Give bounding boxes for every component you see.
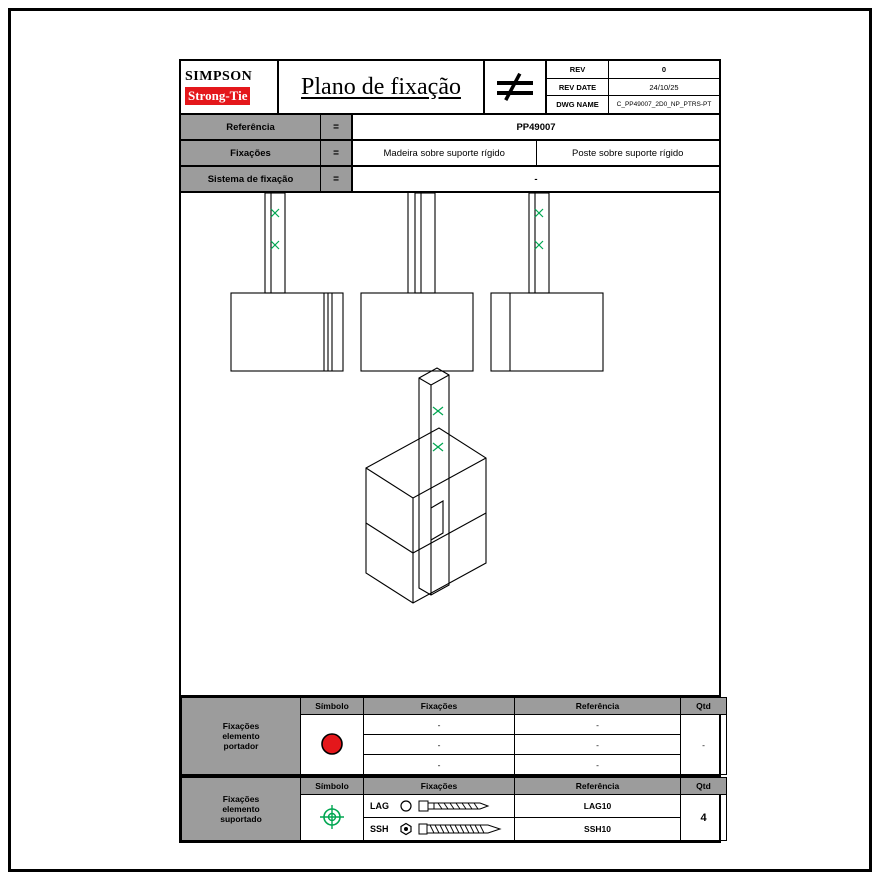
not-equal-icon — [485, 61, 547, 113]
system-row — [181, 167, 719, 193]
legend-carrier-element — [181, 697, 719, 777]
legend-supported-fixing-2 — [364, 818, 515, 841]
legend-carrier-table — [181, 697, 727, 775]
round-head-icon — [399, 799, 413, 813]
legend-carrier-header-symbol: Símbolo — [301, 698, 364, 715]
rev-row — [547, 61, 719, 79]
legend-supported-header-reference: Referência — [515, 778, 681, 795]
fastener-marks-left — [271, 209, 279, 249]
reference-value: PP49007 — [516, 121, 556, 133]
legend-supported-table — [181, 777, 727, 841]
legend-supported-element — [181, 777, 719, 841]
legend-carrier-fixing-1: - — [364, 715, 515, 735]
rev-label: REV — [547, 61, 609, 78]
legend-supported-header-fixings: Fixações — [364, 778, 515, 795]
view-front-right — [491, 193, 603, 371]
red-filled-circle-icon — [301, 715, 364, 775]
system-value: - — [534, 173, 538, 185]
legend-supported-header-qty: Qtd — [681, 778, 727, 795]
rev-date-value: 24/10/25 — [649, 82, 679, 92]
view-side-middle — [361, 193, 473, 371]
dwg-name-row — [547, 96, 719, 113]
red-circle-glyph — [319, 731, 345, 757]
view-front-left — [231, 193, 343, 371]
legend-supported-label-line3: suportado — [220, 814, 262, 824]
brand-logo — [181, 61, 279, 113]
legend-carrier-reference-1: - — [515, 715, 681, 735]
reference-row — [181, 115, 719, 141]
drawing-sheet — [179, 59, 721, 843]
fixings-row — [181, 141, 719, 167]
fastener-ssh-code: SSH — [370, 824, 389, 834]
crosshair-glyph — [318, 803, 346, 831]
system-label: Sistema de fixação — [181, 167, 321, 191]
dwg-name-label: DWG NAME — [547, 96, 609, 113]
technical-drawing-area — [181, 193, 719, 697]
fastener-marks-right — [535, 209, 543, 249]
fixings-equals: = — [321, 141, 353, 165]
fixings-value-right: Poste sobre suporte rígido — [572, 147, 684, 159]
not-equal-glyph — [493, 70, 537, 104]
dwg-name-value: C_PP49007_2D0_NP_PTRS-PT — [616, 101, 712, 109]
legend-supported-reference-1: LAG10 — [515, 795, 681, 818]
legend-carrier-reference-2: - — [515, 735, 681, 755]
legend-carrier-label-line3: portador — [223, 741, 259, 751]
fastener-ssh — [364, 818, 514, 840]
drawing-svg — [181, 193, 719, 648]
fastener-lag-code: LAG — [370, 801, 389, 811]
page-frame — [8, 8, 872, 872]
legend-supported-label-line2: elemento — [222, 804, 260, 814]
fastener-lag — [364, 795, 514, 817]
revision-meta — [547, 61, 719, 113]
reference-label: Referência — [181, 115, 321, 139]
legend-supported-header-symbol: Símbolo — [301, 778, 364, 795]
legend-supported-fixing-1 — [364, 795, 515, 818]
fixings-label: Fixações — [181, 141, 321, 165]
legend-carrier-fixing-2: - — [364, 735, 515, 755]
title-block — [181, 61, 719, 115]
legend-carrier-row-label — [182, 698, 301, 775]
legend-supported-qty: 4 — [681, 795, 727, 841]
green-crosshair-circle-icon — [301, 795, 364, 841]
legend-carrier-label-line1: Fixações — [222, 721, 260, 731]
lag-screw-icon — [418, 798, 492, 814]
hex-screw-icon — [418, 821, 504, 837]
hex-head-icon — [399, 822, 413, 836]
rev-date-label: REV DATE — [547, 79, 609, 96]
legend-supported-reference-2: SSH10 — [515, 818, 681, 841]
legend-carrier-fixing-3: - — [364, 755, 515, 775]
legend-carrier-qty: - — [681, 715, 727, 775]
logo-strongtie-text: Strong-Tie — [185, 87, 250, 105]
system-equals: = — [321, 167, 353, 191]
legend-carrier-header-reference: Referência — [515, 698, 681, 715]
legend-carrier-header-row — [182, 698, 727, 715]
view-isometric — [366, 368, 486, 603]
legend-carrier-reference-3: - — [515, 755, 681, 775]
legend-supported-label-line1: Fixações — [222, 794, 260, 804]
legend-carrier-header-fixings: Fixações — [364, 698, 515, 715]
legend-supported-row-label — [182, 778, 301, 841]
reference-equals: = — [321, 115, 353, 139]
fixings-value-left: Madeira sobre suporte rígido — [353, 141, 537, 165]
legend-supported-header-row — [182, 778, 727, 795]
legend-carrier-header-qty: Qtd — [681, 698, 727, 715]
logo-simpson-text: SIMPSON — [185, 68, 253, 84]
rev-date-row — [547, 79, 719, 97]
sheet-title — [279, 61, 485, 113]
legend-carrier-label-line2: elemento — [222, 731, 260, 741]
rev-value: 0 — [661, 64, 667, 74]
page-title: Plano de fixação — [301, 73, 461, 100]
